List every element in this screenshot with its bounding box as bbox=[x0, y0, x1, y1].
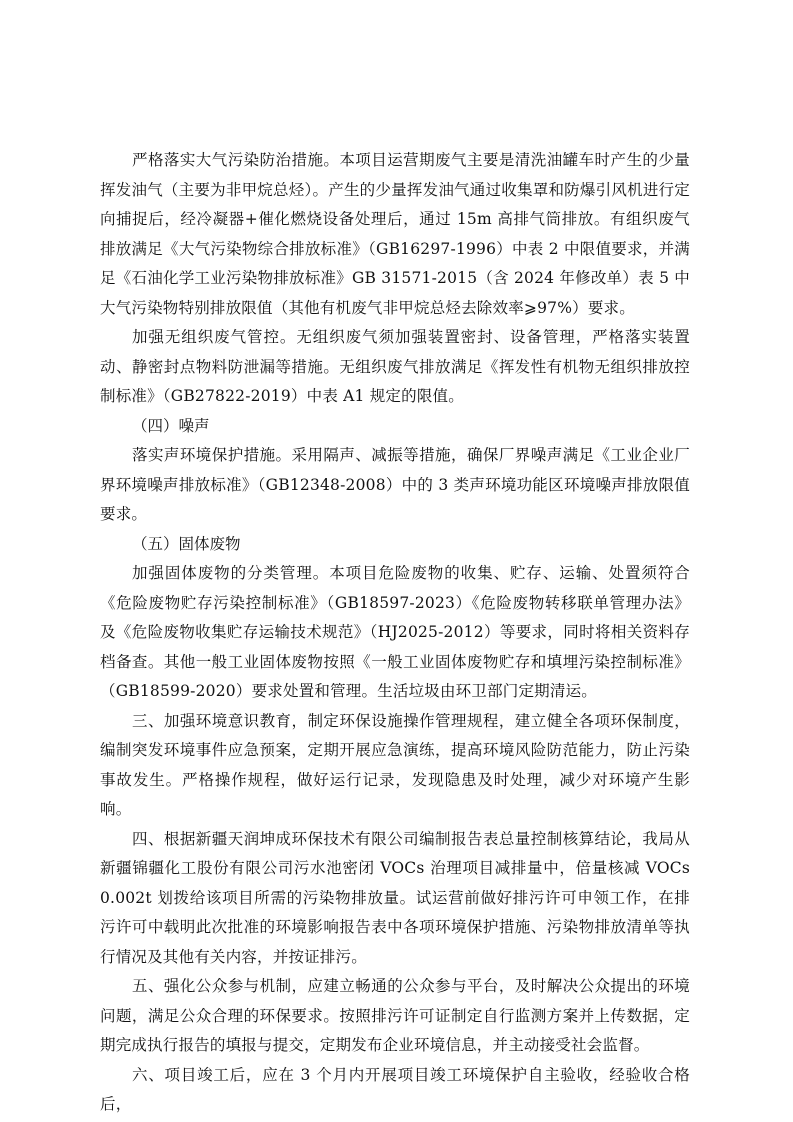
paragraph-item-five: 五、强化公众参与机制，应建立畅通的公众参与平台，及时解决公众提出的环境问题，满足公众合理的环保要求。按照排污许可证制定自行监测方案并上传数据，定期完成执行报告的填报与提交，定期发布企业环境信息，并主动接受社会监督。 bbox=[100, 977, 690, 1054]
paragraph-item-four: 四、根据新疆天润坤成环保技术有限公司编制报告表总量控制核算结论，我局从新疆锦疆化工股份有限公司污水池密闭 VOCs 治理项目减排量中，倍量核减 VOCs0.002t 划拨给该项目所需的污染物排放量。试运营前做好排污许可申领工作，在排污许可中载明此次批准的环境影响报告表中各项环境保护措施、污染物排放清单等执行情况及其他有关内容，并按证排污。 bbox=[100, 829, 690, 966]
paragraph-air-pollution-control: 严格落实大气污染防治措施。本项目运营期废气主要是清洗油罐车时产生的少量挥发油气（主要为非甲烷总烃）。产生的少量挥发油气通过收集罩和防爆引风机进行定向捕捉后，经冷凝器+催化燃烧设备处理后，通过 15m 高排气筒排放。有组织废气排放满足《大气污染物综合排放标准》（GB16297-1996）中表 2 中限值要求，并满足《石油化学工业污染物排放标准》GB 31571-2015（含 2024 年修改单）表 5 中大气污染物特别排放限值（其他有机废气非甲烷总烃去除效率⩾97%）要求。 bbox=[100, 151, 690, 317]
document-body bbox=[100, 146, 690, 1120]
section-heading-noise: （四）噪声 bbox=[132, 416, 210, 435]
section-heading-solid-waste: （五）固体废物 bbox=[132, 534, 241, 553]
paragraph-solid-waste-management: 加强固体废物的分类管理。本项目危险废物的收集、贮存、运输、处置须符合《危险废物贮存污染控制标准》（GB18597-2023）《危险废物转移联单管理办法》及《危险废物收集贮存运输技术规范》（HJ2025-2012）等要求，同时将相关资料存档备查。其他一般工业固体废物按照《一般工业固体废物贮存和填埋污染控制标准》（GB18599-2020）要求处置和管理。生活垃圾由环卫部门定期清运。 bbox=[100, 564, 690, 700]
paragraph-item-three: 三、加强环境意识教育，制定环保设施操作管理规程，建立健全各项环保制度，编制突发环境事件应急预案，定期开展应急演练，提高环境风险防范能力，防止污染事故发生。严格操作规程，做好运行记录，发现隐患及时处理，减少对环境产生影响。 bbox=[100, 711, 690, 818]
paragraph-fugitive-emission-control: 加强无组织废气管控。无组织废气须加强装置密封、设备管理，严格落实装置动、静密封点物料防泄漏等措施。无组织废气排放满足《挥发性有机物无组织排放控制标准》（GB27822-2019）中表 A1 规定的限值。 bbox=[100, 328, 690, 405]
paragraph-noise-measures: 落实声环境保护措施。采用隔声、减振等措施，确保厂界噪声满足《工业企业厂界环境噪声排放标准》（GB12348-2008）中的 3 类声环境功能区环境噪声排放限值要求。 bbox=[100, 446, 690, 523]
paragraph-item-six: 六、项目竣工后，应在 3 个月内开展项目竣工环境保护自主验收，经验收合格后， bbox=[100, 1065, 690, 1113]
